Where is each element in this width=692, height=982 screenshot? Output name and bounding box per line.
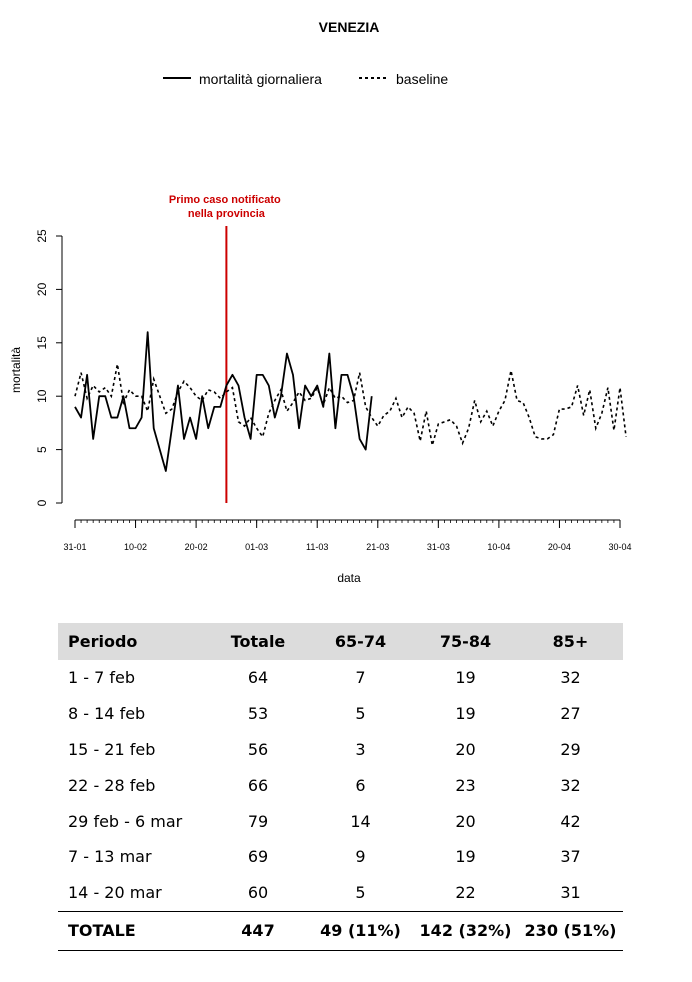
cell-periodo: 29 feb - 6 mar [68, 811, 183, 831]
x-tick-label: 11-03 [306, 542, 329, 552]
cell-periodo: 22 - 28 feb [68, 775, 156, 795]
cell-65-74: 3 [355, 739, 366, 759]
x-axis-label: data [337, 571, 361, 585]
cell-65-74: 7 [355, 668, 366, 688]
cell-75-84: 20 [455, 739, 476, 759]
x-tick-label: 31-03 [426, 542, 450, 552]
cell-totale: 53 [247, 704, 269, 724]
cell-65-74: 9 [355, 847, 366, 867]
first-case-annotation [169, 194, 284, 503]
total-85-plus: 230 (51%) [518, 911, 623, 950]
y-tick-label: 10 [35, 389, 49, 403]
series-daily-mortality-line [75, 332, 372, 471]
y-tick-label: 5 [35, 446, 49, 453]
cell-totale: 69 [247, 847, 269, 867]
cell-periodo: 8 - 14 feb [68, 704, 146, 724]
y-tick-label: 0 [35, 499, 49, 507]
legend [163, 71, 448, 87]
cell-75-84: 23 [455, 775, 476, 795]
x-tick-label: 21-03 [366, 542, 390, 552]
cell-85-plus: 31 [560, 883, 581, 903]
header-65-74: 65-74 [308, 623, 413, 660]
cell-75-84: 19 [455, 704, 476, 724]
cell-totale: 56 [247, 739, 269, 759]
x-tick-label: 31-01 [63, 542, 87, 552]
cell-65-74: 5 [355, 704, 366, 724]
cell-65-74: 5 [355, 883, 366, 903]
table-total-row [58, 911, 623, 950]
table-row [58, 875, 623, 911]
cell-75-84: 19 [455, 847, 476, 867]
cell-85-plus: 32 [560, 775, 581, 795]
cell-totale: 66 [247, 775, 269, 795]
annotation-line-1: Primo caso notificato [168, 194, 281, 206]
x-tick-label: 10-04 [487, 542, 511, 552]
table-row [58, 732, 623, 768]
cell-85-plus: 37 [560, 847, 581, 867]
x-tick-label: 01-03 [245, 542, 269, 552]
cell-totale: 60 [247, 883, 269, 903]
header-75-84: 75-84 [413, 623, 518, 660]
cell-periodo: 14 - 20 mar [68, 883, 162, 903]
mortality-table [58, 623, 623, 951]
y-axis [35, 229, 62, 506]
x-tick-label: 20-02 [184, 542, 208, 552]
chart-title: VENEZIA [318, 19, 380, 35]
series-baseline-line [75, 364, 626, 445]
cell-85-plus: 27 [560, 704, 581, 724]
total-75-84: 142 (32%) [413, 911, 518, 950]
table-row [58, 767, 623, 803]
table-header-row [58, 623, 623, 660]
cell-75-84: 22 [455, 883, 476, 903]
annotation-line-2: nella provincia [187, 208, 265, 220]
cell-85-plus: 29 [560, 739, 581, 759]
total-totale: 447 [208, 911, 308, 950]
cell-totale: 79 [247, 811, 269, 831]
cell-65-74: 14 [350, 811, 371, 831]
x-axis [63, 520, 631, 552]
y-tick-label: 20 [35, 282, 49, 297]
header-periodo: Periodo [58, 623, 208, 660]
total-65-74: 49 (11%) [308, 911, 413, 950]
cell-totale: 64 [247, 668, 269, 688]
y-axis-label: mortalità [9, 346, 23, 394]
cell-periodo: 1 - 7 feb [68, 668, 136, 688]
header-totale: Totale [208, 623, 308, 660]
table-row [58, 839, 623, 875]
cell-periodo: 7 - 13 mar [68, 847, 152, 867]
cell-65-74: 6 [355, 775, 366, 795]
x-tick-label: 30-04 [608, 542, 632, 552]
cell-75-84: 19 [455, 668, 476, 688]
annotation-text [169, 194, 284, 220]
table-row [58, 696, 623, 732]
cell-75-84: 20 [455, 811, 476, 831]
cell-periodo: 15 - 21 feb [68, 739, 156, 759]
table-row [58, 803, 623, 839]
legend-label-daily: mortalità giornaliera [199, 71, 322, 87]
cell-85-plus: 32 [560, 668, 581, 688]
x-tick-label: 10-02 [124, 542, 148, 552]
total-label: TOTALE [58, 911, 208, 950]
cell-85-plus: 42 [560, 811, 581, 831]
y-tick-label: 25 [35, 229, 49, 243]
header-85-plus: 85+ [518, 623, 623, 660]
x-tick-label: 20-04 [547, 542, 571, 552]
y-tick-label: 15 [35, 336, 49, 350]
table-row [58, 660, 623, 696]
legend-label-baseline: baseline [396, 71, 449, 87]
